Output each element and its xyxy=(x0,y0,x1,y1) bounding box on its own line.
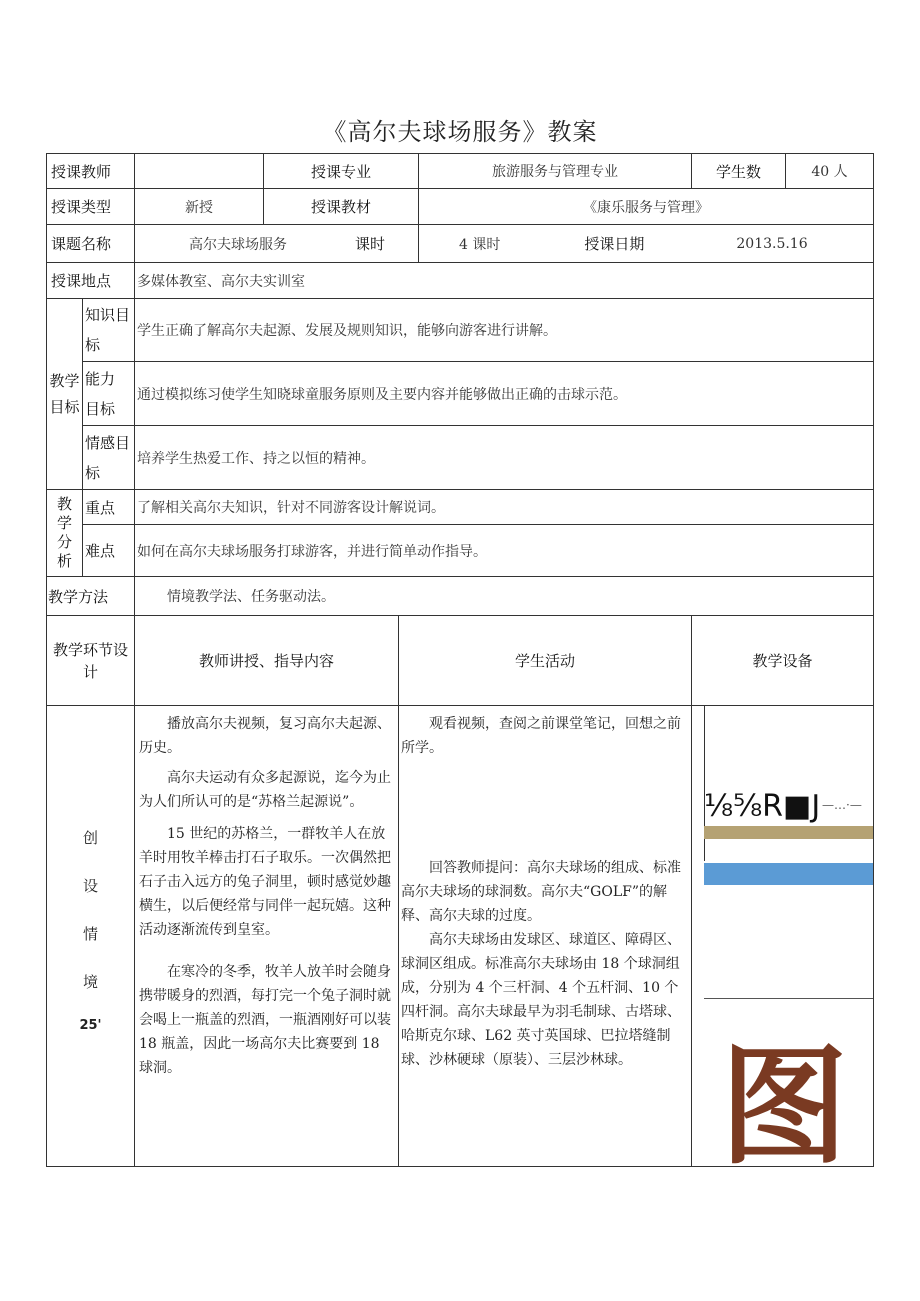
equipment-image-icon: 图 xyxy=(720,1032,849,1167)
analysis-label xyxy=(46,489,83,577)
knowledge-text: 学生正确了解高尔夫起源、发展及规则知识，能够向游客进行讲解。 xyxy=(134,298,874,362)
emotion-label-line1: 情感目 xyxy=(85,433,131,452)
analysis-char-4: 析 xyxy=(56,552,72,570)
goals-label-line1: 教学 xyxy=(49,372,80,390)
student-para-3: 高尔夫球场由发球区、球道区、障碍区、球洞区组成。标准高尔夫球场由 18 个球洞组成，分别为 4 个三杆洞、4 个五杆洞、10 个四杆洞。高尔夫球最早为羽毛制球、古塔球、哈斯克尔球、L62 英寸英国球、巴拉塔缝制球、沙林硬球（原装）、三层沙林球。 xyxy=(401,932,681,1068)
student-content-cell xyxy=(398,705,692,1167)
equipment-dots: —…·— xyxy=(822,798,862,812)
goals-label-line2: 目标 xyxy=(49,398,80,416)
key-text: 了解相关高尔夫知识，针对不同游客设计解说词。 xyxy=(134,489,874,525)
difficult-text: 如何在高尔夫球场服务打球游客，并进行简单动作指导。 xyxy=(134,524,874,577)
page-title: 《高尔夫球场服务》教案 xyxy=(322,118,598,146)
place-label: 授课地点 xyxy=(46,262,135,299)
student-para-1: 观看视频，查阅之前课堂笔记，回想之前所学。 xyxy=(401,716,681,756)
method-label: 教学方法 xyxy=(46,576,135,616)
hours-date-cell xyxy=(418,224,874,263)
stage-char-2: 设 xyxy=(82,877,98,895)
type-label: 授课类型 xyxy=(46,188,135,225)
teacher-label: 授课教师 xyxy=(46,153,135,189)
teacher-para-1: 播放高尔夫视频，复习高尔夫起源、历史。 xyxy=(139,716,391,756)
student-para-2: 回答教师提问：高尔夫球场的组成、标准高尔夫球场的球洞数。高尔夫“GOLF”的解释、高尔夫球的过度。 xyxy=(401,860,681,924)
ability-text: 通过模拟练习使学生知晓球童服务原则及主要内容并能够做出正确的击球示范。 xyxy=(134,361,874,426)
design-header-stage-line2: 计 xyxy=(82,662,98,681)
teacher-para-2: 高尔夫运动有众多起源说，迄今为止为人们所认可的是“苏格兰起源说”。 xyxy=(139,770,391,810)
students-value: 40 人 xyxy=(785,153,874,189)
stage-char-4: 境 xyxy=(82,973,98,991)
goals-label xyxy=(46,298,83,490)
hours-value: 4 课时 xyxy=(459,236,501,253)
type-value: 新授 xyxy=(134,188,264,225)
ability-label-line2: 目标 xyxy=(85,399,116,418)
difficult-label: 难点 xyxy=(82,524,135,577)
design-header-stage-line1: 教学环节设 xyxy=(52,640,128,659)
date-label: 授课日期 xyxy=(584,235,645,253)
major-value: 旅游服务与管理专业 xyxy=(418,153,692,189)
emotion-label-line2: 标 xyxy=(85,463,101,482)
emotion-text: 培养学生热爱工作、持之以恒的精神。 xyxy=(134,425,874,490)
analysis-char-2: 学 xyxy=(56,514,72,532)
equipment-cell xyxy=(691,705,874,1167)
teacher-para-3: 15 世纪的苏格兰，一群牧羊人在放羊时用牧羊棒击打石子取乐。一次偶然把石子击入远方的兔子洞里，顿时感觉妙趣横生，以后便经常与同伴一起玩嬉。这种活动逐渐流传到皇室。 xyxy=(139,826,391,938)
design-header-student: 学生活动 xyxy=(398,615,692,706)
equipment-blue-bar xyxy=(704,863,874,885)
equipment-glyphs: ⅛⅝R■J xyxy=(704,789,821,824)
ability-label-line1: 能力 xyxy=(85,369,116,388)
topic-label: 课题名称 xyxy=(46,224,135,263)
key-label: 重点 xyxy=(82,489,135,525)
hours-label: 课时 xyxy=(355,235,386,253)
analysis-char-1: 教 xyxy=(56,495,72,513)
knowledge-label xyxy=(82,298,135,362)
teacher-value xyxy=(134,153,264,189)
knowledge-label-line1: 知识目 xyxy=(85,306,131,324)
textbook-label: 授课教材 xyxy=(263,188,419,225)
date-value: 2013.5.16 xyxy=(736,235,808,252)
equipment-line xyxy=(704,998,874,999)
teacher-para-4: 在寒冷的冬季，牧羊人放羊时会随身携带暖身的烈酒，每打完一个兔子洞时就会喝上一瓶盖的烈酒，一瓶酒刚好可以装 18 瓶盖，因此一场高尔夫比赛要到 18 球洞。 xyxy=(139,964,391,1076)
students-label: 学生数 xyxy=(691,153,786,189)
stage-char-3: 情 xyxy=(82,925,98,943)
emotion-label xyxy=(82,425,135,490)
place-value: 多媒体教室、高尔夫实训室 xyxy=(134,262,874,299)
stage-time: 25' xyxy=(79,1018,102,1033)
stage-cell xyxy=(46,705,135,1167)
design-header-teacher: 教师讲授、指导内容 xyxy=(134,615,399,706)
equipment-tan-bar xyxy=(704,826,874,839)
analysis-char-3: 分 xyxy=(56,533,72,551)
knowledge-label-line2: 标 xyxy=(85,336,101,354)
textbook-value: 《康乐服务与管理》 xyxy=(418,188,874,225)
design-header-stage xyxy=(46,615,135,706)
ability-label xyxy=(82,361,135,426)
teacher-content-cell xyxy=(134,705,399,1167)
topic-value-cell xyxy=(134,224,419,263)
equipment-garbled-text xyxy=(704,790,820,824)
stage-char-1: 创 xyxy=(82,829,98,847)
design-header-equipment: 教学设备 xyxy=(691,615,874,706)
method-text: 情境教学法、任务驱动法。 xyxy=(134,576,874,616)
topic-value: 高尔夫球场服务 xyxy=(189,236,287,253)
major-label: 授课专业 xyxy=(263,153,419,189)
